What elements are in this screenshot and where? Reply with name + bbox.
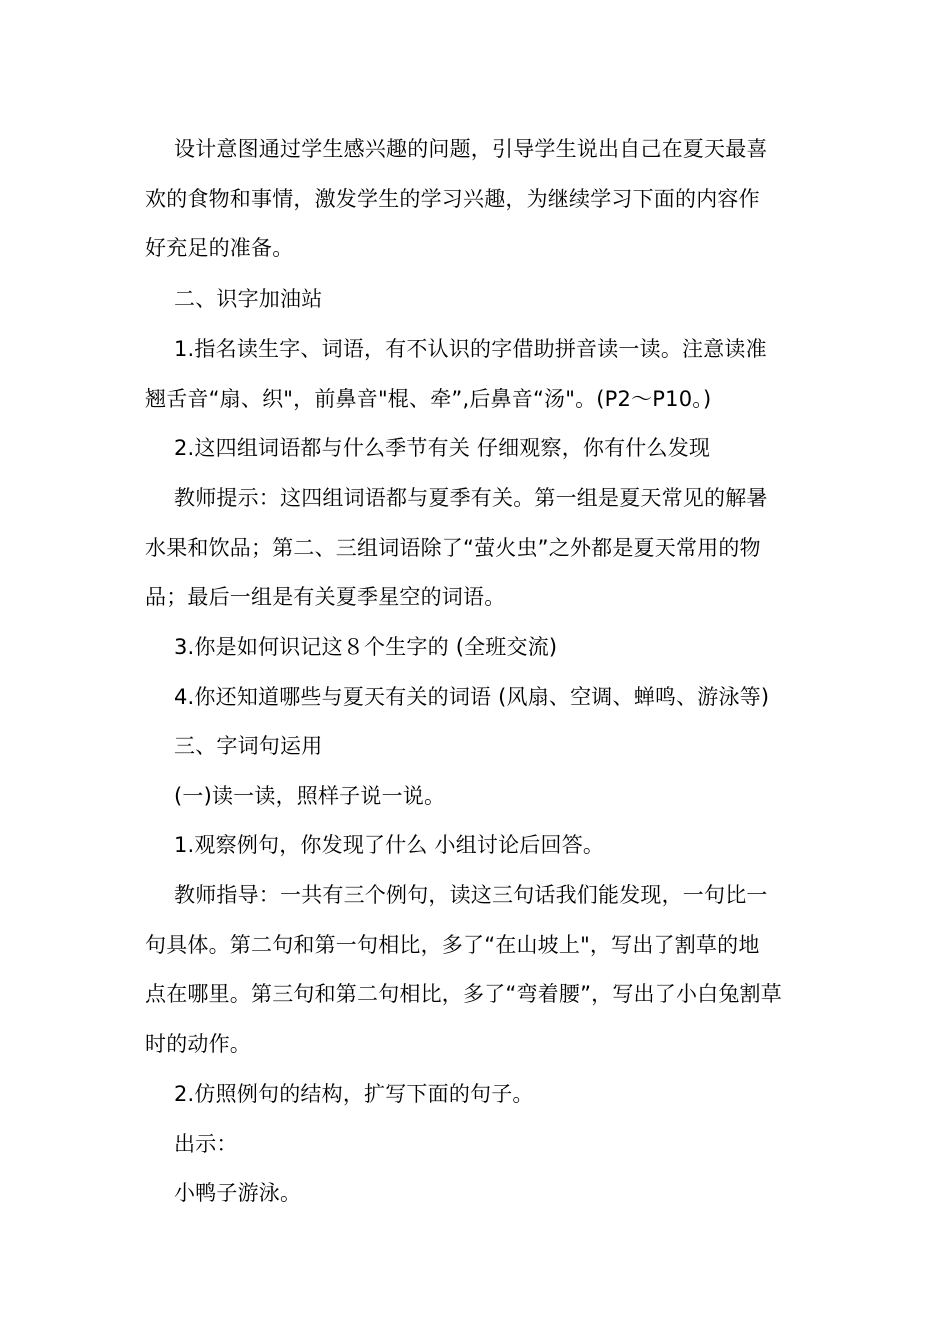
text-line: 教师指导：一共有三个例句，读这三句话我们能发现，一句比一 <box>174 883 768 907</box>
text-line: 点在哪里。第三句和第二句相比，多了“弯着腰”，写出了小白兔割草 <box>145 982 782 1006</box>
paragraph-item-4 <box>145 673 810 723</box>
text-line: 设计意图通过学生感兴趣的问题，引导学生说出自己在夏天最喜 <box>174 137 768 161</box>
text-line: 出示： <box>174 1132 238 1156</box>
text-line: (一)读一读，照样子说一说。 <box>174 784 446 808</box>
section-heading-literacy <box>145 275 810 325</box>
paragraph-show <box>145 1120 810 1170</box>
text-line: 欢的食物和事情，激发学生的学习兴趣，为继续学习下面的内容作 <box>145 186 760 211</box>
text-line: 翘舌音“扇、织"，前鼻音"棍、牵”,后鼻音“汤"。(P2～P10。) <box>145 386 712 411</box>
paragraph-teacher-guide <box>145 871 810 1069</box>
text-line: 教师提示：这四组词语都与夏季有关。第一组是夏天常见的解暑 <box>174 486 768 510</box>
text-line: 2.这四组词语都与什么季节有关 仔细观察，你有什么发现 <box>174 436 711 460</box>
text-line: 2.仿照例句的结构，扩写下面的句子。 <box>174 1082 534 1106</box>
text-line: 1.指名读生字、词语，有不认识的字借助拼音读一读。注意读准 <box>174 337 767 361</box>
paragraph-example-sentence <box>145 1169 810 1219</box>
text-line: 3.你是如何识记这８个生字的 (全班交流) <box>174 635 558 659</box>
paragraph-design-intent <box>145 125 810 274</box>
paragraph-item-3 <box>145 623 810 673</box>
section-heading-usage <box>145 722 810 772</box>
text-line: 4.你还知道哪些与夏天有关的词语 (风扇、空调、蝉鸣、游泳等) <box>174 685 770 709</box>
text-line: 水果和饮品；第二、三组词语除了“萤火虫”之外都是夏天常用的物 <box>145 535 761 560</box>
text-line: 三、字词句运用 <box>174 734 323 758</box>
text-line: 小鸭子游泳。 <box>174 1181 302 1205</box>
text-line: 句具体。第二句和第一句相比，多了“在山坡上"，写出了割草的地 <box>145 932 760 957</box>
paragraph-teacher-hint <box>145 474 810 623</box>
paragraph-item-2 <box>145 424 810 474</box>
text-line: 1.观察例句，你发现了什么 小组讨论后回答。 <box>174 833 605 857</box>
paragraph-sub-item-1 <box>145 821 810 871</box>
paragraph-item-1 <box>145 325 810 424</box>
subsection-heading-1 <box>145 772 810 822</box>
text-line: 二、识字加油站 <box>174 287 323 311</box>
text-line: 时的动作。 <box>145 1031 251 1056</box>
paragraph-sub-item-2 <box>145 1070 810 1120</box>
text-line: 好充足的准备。 <box>145 236 294 260</box>
text-line: 品；最后一组是有关夏季星空的词语。 <box>145 585 506 609</box>
